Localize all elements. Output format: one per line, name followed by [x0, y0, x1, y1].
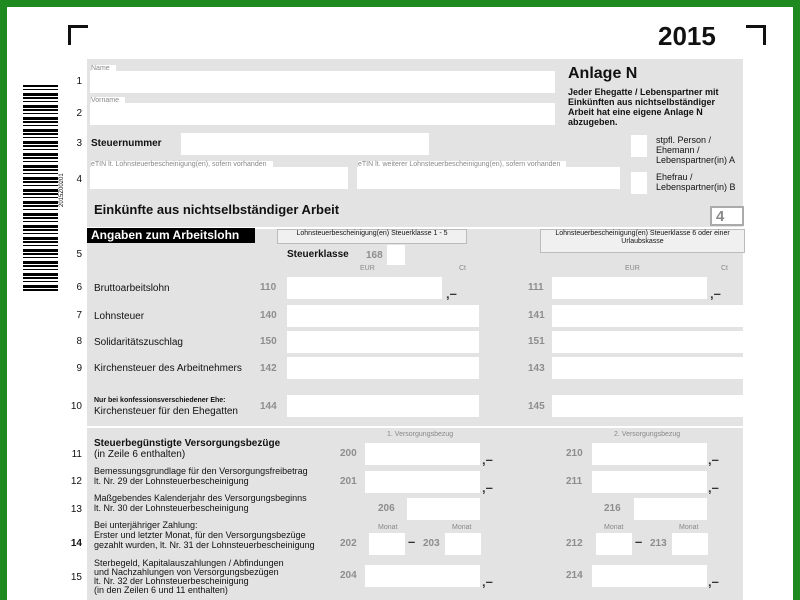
- row-label: lt. Nr. 32 der Lohnsteuerbescheinigung: [94, 576, 249, 586]
- steuerklasse-label: Steuerklasse: [287, 249, 349, 260]
- amount-field-151[interactable]: [552, 331, 743, 353]
- steuernummer-label: Steuernummer: [91, 138, 162, 149]
- row-code: 214: [566, 570, 583, 581]
- month-field-203[interactable]: [445, 533, 481, 555]
- versorgung-col2: 2. Versorgungsbezug: [614, 431, 681, 438]
- amount-field-142[interactable]: [287, 357, 479, 379]
- amount-field-111[interactable]: [552, 277, 707, 299]
- row-code: 111: [528, 282, 544, 293]
- column-header-stkl-1-5: Lohnsteuerbescheinigung(en) Steuerklasse 1 - 5: [277, 229, 467, 244]
- line-number: 9: [76, 363, 82, 374]
- crop-mark-left: [68, 25, 88, 45]
- monat-header: Monat: [679, 524, 699, 531]
- etin2-field[interactable]: [357, 167, 620, 189]
- row-label: Sterbegeld, Kapitalauszahlungen / Abfindungen: [94, 558, 284, 568]
- eur-header: EUR: [625, 265, 640, 272]
- month-separator: –: [408, 534, 416, 549]
- cents-separator: ‚–: [708, 452, 719, 467]
- row-label: Bei unterjähriger Zahlung:: [94, 520, 198, 530]
- line-number: 14: [70, 538, 82, 549]
- amount-field-201[interactable]: [365, 471, 480, 493]
- row-code: 200: [340, 448, 357, 459]
- etin1-field[interactable]: [90, 167, 348, 189]
- month-field-213[interactable]: [672, 533, 708, 555]
- row-code: 210: [566, 448, 583, 459]
- cents-separator: ‚–: [482, 574, 493, 589]
- amount-field-211[interactable]: [592, 471, 707, 493]
- row-code: 140: [260, 310, 277, 321]
- row-code: 151: [528, 336, 545, 347]
- ct-header: Ct: [459, 265, 466, 272]
- line-number: 15: [70, 572, 82, 583]
- eur-header: EUR: [360, 265, 375, 272]
- person-b-label: Ehefrau / Lebenspartner(in) B: [656, 172, 736, 192]
- row-label: gezahlt wurden, lt. Nr. 31 der Lohnsteuerbescheinigung: [94, 540, 315, 550]
- row-label: Maßgebendes Kalenderjahr des Versorgungsbeginns: [94, 493, 307, 503]
- row-code: 204: [340, 570, 357, 581]
- form-year: 2015: [658, 21, 716, 51]
- row-code: 110: [260, 282, 277, 293]
- row-label: Lohnsteuer: [94, 311, 145, 322]
- line-number: 3: [76, 138, 82, 149]
- amount-field-140[interactable]: [287, 305, 479, 327]
- line-number: 7: [76, 310, 82, 321]
- cents-separator: ‚–: [710, 286, 721, 301]
- cents-separator: ‚–: [708, 480, 719, 495]
- row-code: 145: [528, 401, 545, 412]
- versorgung-title: Steuerbegünstigte Versorgungsbezüge: [94, 438, 281, 449]
- line-number: 4: [76, 174, 82, 185]
- row-label: und Nachzahlungen von Versorgungsbezügen: [94, 567, 279, 577]
- amount-field-145[interactable]: [552, 395, 743, 417]
- row-code: 206: [378, 503, 395, 514]
- line-number: 13: [70, 504, 82, 515]
- row-label: Bemessungsgrundlage für den Versorgungsfreibetrag: [94, 466, 308, 476]
- steuerklasse-code: 168: [366, 250, 383, 261]
- row-label: Erster und letzter Monat, für den Versorgungsbezüge: [94, 530, 306, 540]
- row-label: (in den Zeilen 6 und 11 enthalten): [94, 585, 228, 595]
- line-number: 10: [70, 401, 82, 412]
- row-code: 142: [260, 363, 277, 374]
- amount-field-200[interactable]: [365, 443, 480, 465]
- name-label: Name: [91, 65, 116, 72]
- row-label: lt. Nr. 30 der Lohnsteuerbescheinigung: [94, 503, 249, 513]
- line-number: 1: [76, 76, 82, 87]
- month-separator: –: [635, 534, 643, 549]
- etin1-label: eTIN lt. Lohnsteuerbescheinigung(en), sofern vorhanden: [91, 161, 273, 168]
- amount-field-144[interactable]: [287, 395, 479, 417]
- section-title: Einkünfte aus nichtselbständiger Arbeit: [94, 202, 340, 217]
- line-number: 12: [70, 476, 82, 487]
- ct-header: Ct: [721, 265, 728, 272]
- cents-separator: ‚–: [482, 480, 493, 495]
- row-label: lt. Nr. 29 der Lohnsteuerbescheinigung: [94, 476, 249, 486]
- line-number: 2: [76, 108, 82, 119]
- row-code: 141: [528, 310, 545, 321]
- form-description: Jeder Ehegatte / Lebenspartner mit Einkünften aus nichtselbständiger Arbeit hat eine eigene Anlage N abzugeben.: [568, 87, 719, 127]
- page-number-box: 4: [710, 206, 744, 226]
- cents-separator: ‚–: [482, 452, 493, 467]
- line-number: 5: [76, 249, 82, 260]
- versorgung-subtitle: (in Zeile 6 enthalten): [94, 449, 186, 460]
- crop-mark-right: [746, 25, 766, 45]
- checkbox-person-a[interactable]: [631, 135, 647, 157]
- month-field-202[interactable]: [369, 533, 405, 555]
- row-label: Kirchensteuer des Arbeitnehmers: [94, 363, 242, 374]
- year-field-216[interactable]: [634, 498, 707, 520]
- column-header-stkl-6: Lohnsteuerbescheinigung(en) Steuerklasse 6 oder einer Urlaubskasse: [540, 229, 745, 253]
- row-code: 212: [566, 538, 583, 549]
- versorgung-col1: 1. Versorgungsbezug: [387, 431, 454, 438]
- steuernummer-field[interactable]: [181, 133, 429, 155]
- checkbox-person-b[interactable]: [631, 172, 647, 194]
- row-code: 202: [340, 538, 357, 549]
- row-code: 213: [650, 538, 667, 549]
- row-label: Solidaritätszuschlag: [94, 337, 183, 348]
- line-number: 6: [76, 282, 82, 293]
- row-code: 216: [604, 503, 621, 514]
- row-code: 203: [423, 538, 440, 549]
- steuerklasse-field[interactable]: [387, 245, 405, 265]
- row-code: 143: [528, 363, 545, 374]
- person-a-label: stpfl. Person / Ehemann / Lebenspartner(in) A: [656, 135, 736, 165]
- monat-header: Monat: [378, 524, 398, 531]
- monat-header: Monat: [452, 524, 472, 531]
- arbeitslohn-band: Angaben zum Arbeitslohn: [87, 228, 255, 243]
- amount-field-210[interactable]: [592, 443, 707, 465]
- form-title: Anlage N: [568, 65, 638, 82]
- amount-field-110[interactable]: [287, 277, 442, 299]
- vorname-label: Vorname: [91, 97, 125, 104]
- name-field[interactable]: [90, 71, 555, 93]
- monat-header: Monat: [604, 524, 624, 531]
- row-prelabel: Nur bei konfessionsverschiedener Ehe:: [94, 397, 226, 404]
- vorname-field[interactable]: [90, 103, 555, 125]
- line-number: 11: [71, 449, 82, 460]
- amount-field-143[interactable]: [552, 357, 743, 379]
- row-code: 201: [340, 476, 357, 487]
- row-label: Bruttoarbeitslohn: [94, 283, 170, 294]
- cents-separator: ‚–: [446, 286, 457, 301]
- line-number: 8: [76, 336, 82, 347]
- amount-field-204[interactable]: [365, 565, 480, 587]
- row-label: Kirchensteuer für den Ehegatten: [94, 406, 238, 417]
- year-field-206[interactable]: [407, 498, 480, 520]
- barcode-text: 2015Z00201: [59, 173, 65, 207]
- etin2-label: eTIN lt. weiterer Lohnsteuerbescheinigung(en), sofern vorhanden: [358, 161, 566, 168]
- tax-form-page: [7, 7, 793, 600]
- amount-field-141[interactable]: [552, 305, 743, 327]
- row-code: 211: [566, 476, 583, 487]
- cents-separator: ‚–: [708, 574, 719, 589]
- amount-field-214[interactable]: [592, 565, 707, 587]
- row-code: 150: [260, 336, 277, 347]
- month-field-212[interactable]: [596, 533, 632, 555]
- row-code: 144: [260, 401, 277, 412]
- amount-field-150[interactable]: [287, 331, 479, 353]
